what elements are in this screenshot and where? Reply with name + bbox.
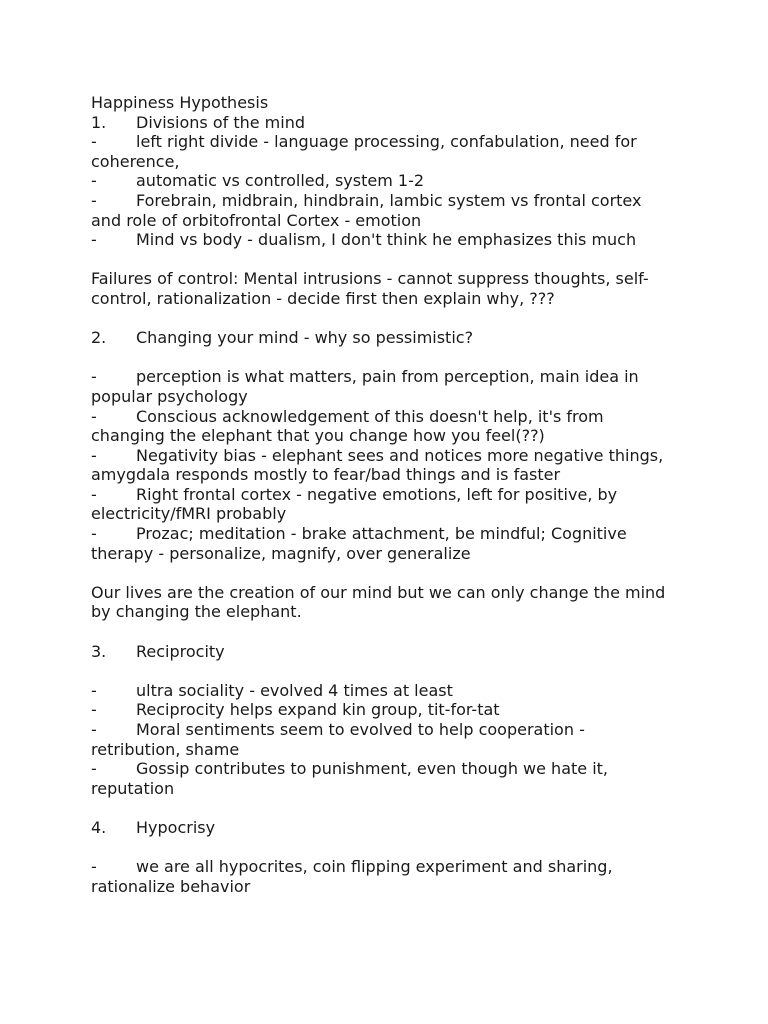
bullet-text: Forebrain, midbrain, hindbrain, lambic system vs frontal cortex bbox=[136, 190, 642, 210]
paragraph-line: by changing the elephant. bbox=[91, 602, 302, 622]
section-4-heading bbox=[91, 818, 691, 838]
bullet-text: ultra sociality - evolved 4 times at least bbox=[136, 680, 453, 700]
section-title: Hypocrisy bbox=[136, 817, 216, 837]
section-number: 3. bbox=[91, 641, 107, 661]
dash-bullet: - bbox=[91, 445, 97, 465]
bullet-text: Right frontal cortex - negative emotions, left for positive, by bbox=[136, 484, 618, 504]
bullet-text: automatic vs controlled, system 1-2 bbox=[136, 171, 425, 191]
section-title: Divisions of the mind bbox=[136, 112, 305, 132]
dash-bullet: - bbox=[91, 759, 97, 779]
bullet-text: Mind vs body - dualism, I don't think he emphasizes this much bbox=[136, 230, 637, 250]
section-number: 1. bbox=[91, 112, 107, 132]
bullet-continuation: retribution, shame bbox=[91, 739, 240, 759]
paragraph bbox=[91, 583, 691, 622]
bullet-item bbox=[91, 230, 691, 250]
section-title: Reciprocity bbox=[136, 641, 225, 661]
section-number: 4. bbox=[91, 817, 107, 837]
paragraph bbox=[91, 269, 691, 308]
paragraph-line: control, rationalization - decide first then explain why, ??? bbox=[91, 288, 555, 308]
bullet-continuation: changing the elephant that you change how you feel(??) bbox=[91, 426, 545, 446]
section-3-heading bbox=[91, 642, 691, 662]
bullet-item bbox=[91, 407, 691, 446]
bullet-item bbox=[91, 171, 691, 191]
paragraph-line: Failures of control: Mental intrusions - cannot suppress thoughts, self- bbox=[91, 269, 649, 289]
dash-bullet: - bbox=[91, 171, 97, 191]
bullet-continuation: amygdala responds mostly to fear/bad things and is faster bbox=[91, 465, 561, 485]
dash-bullet: - bbox=[91, 720, 97, 739]
bullet-item bbox=[91, 191, 691, 230]
dash-bullet: - bbox=[91, 190, 97, 210]
dash-bullet: - bbox=[91, 700, 97, 720]
bullet-item bbox=[91, 700, 691, 720]
bullet-item bbox=[91, 446, 691, 485]
bullet-text: we are all hypocrites, coin flipping experiment and sharing, bbox=[136, 857, 613, 877]
bullet-item bbox=[91, 485, 691, 524]
bullet-item bbox=[91, 857, 691, 896]
dash-bullet: - bbox=[91, 524, 97, 544]
bullet-item bbox=[91, 132, 691, 171]
dash-bullet: - bbox=[91, 132, 97, 152]
section-1-heading bbox=[91, 113, 691, 133]
section-2-heading bbox=[91, 328, 691, 348]
section-title: Changing your mind - why so pessimistic? bbox=[136, 328, 474, 348]
bullet-text: Reciprocity helps expand kin group, tit-for-tat bbox=[136, 700, 500, 720]
paragraph-line: Our lives are the creation of our mind but we can only change the mind bbox=[91, 582, 666, 602]
dash-bullet: - bbox=[91, 367, 97, 387]
bullet-continuation: electricity/fMRI probably bbox=[91, 504, 287, 524]
bullet-text: left right divide - language processing, confabulation, need for bbox=[136, 132, 637, 152]
bullet-text: Prozac; meditation - brake attachment, be mindful; Cognitive bbox=[136, 524, 627, 544]
bullet-text: Moral sentiments seem to evolved to help cooperation - bbox=[136, 720, 585, 739]
bullet-text: Negativity bias - elephant sees and notices more negative things, bbox=[136, 445, 664, 465]
dash-bullet: - bbox=[91, 484, 97, 504]
bullet-item bbox=[91, 759, 691, 798]
bullet-item bbox=[91, 367, 691, 406]
dash-bullet: - bbox=[91, 230, 97, 250]
bullet-text: Gossip contributes to punishment, even though we hate it, bbox=[136, 759, 609, 779]
document-title: Happiness Hypothesis bbox=[91, 93, 269, 112]
bullet-item bbox=[91, 720, 691, 759]
bullet-text: Conscious acknowledgement of this doesn't help, it's from bbox=[136, 406, 604, 426]
bullet-item bbox=[91, 524, 691, 563]
section-number: 2. bbox=[91, 328, 107, 348]
bullet-continuation: popular psychology bbox=[91, 386, 248, 406]
bullet-continuation: therapy - personalize, magnify, over generalize bbox=[91, 543, 471, 563]
bullet-continuation: and role of orbitofrontal Cortex - emotion bbox=[91, 210, 422, 230]
dash-bullet: - bbox=[91, 680, 97, 700]
bullet-text: perception is what matters, pain from perception, main idea in bbox=[136, 367, 639, 387]
bullet-item bbox=[91, 681, 691, 701]
dash-bullet: - bbox=[91, 857, 97, 877]
bullet-continuation: reputation bbox=[91, 778, 175, 798]
document-page bbox=[91, 93, 691, 896]
bullet-continuation: rationalize behavior bbox=[91, 876, 251, 896]
dash-bullet: - bbox=[91, 406, 97, 426]
bullet-continuation: coherence, bbox=[91, 151, 180, 171]
